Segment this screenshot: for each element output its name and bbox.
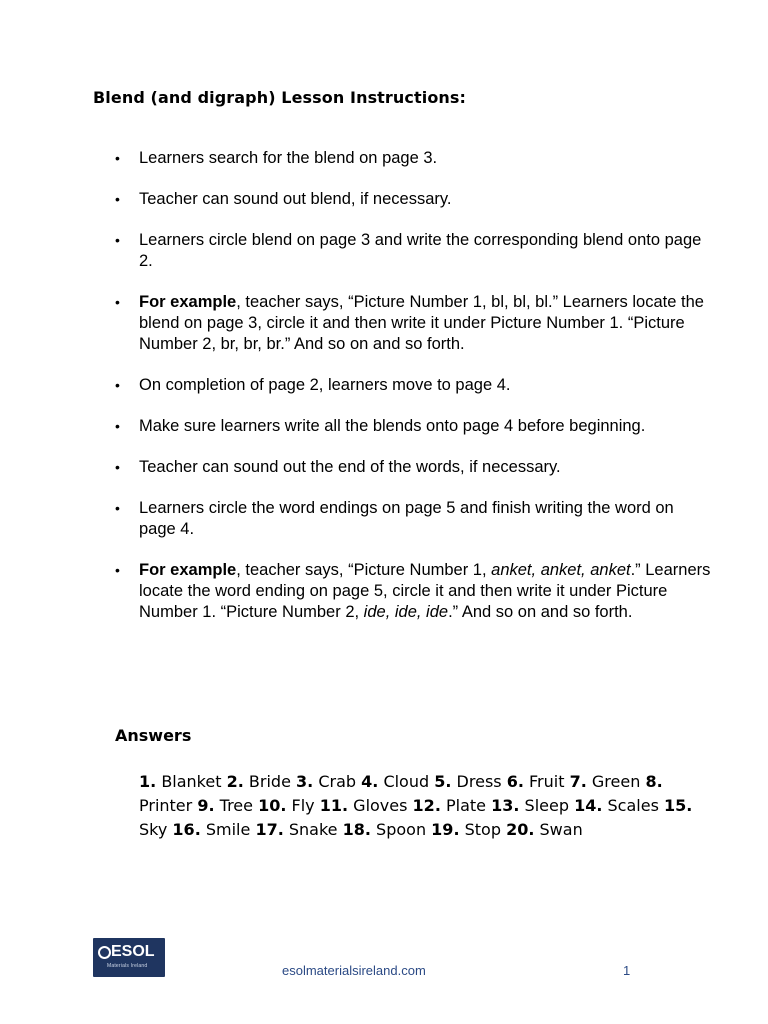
answer-item xyxy=(139,772,222,791)
instruction-item: • Teacher can sound out the end of the words, if necessary. xyxy=(115,458,561,476)
bullet-icon: • xyxy=(115,418,120,434)
answer-item xyxy=(343,820,426,839)
answer-word: Stop xyxy=(464,820,501,839)
answer-number: 4. xyxy=(361,772,379,791)
esol-logo xyxy=(93,938,165,977)
answer-word: Gloves xyxy=(353,796,408,815)
answer-word: Tree xyxy=(219,796,253,815)
answer-number: 11. xyxy=(319,796,349,815)
instruction-item: • Learners circle the word endings on page 5 and finish writing the word on page 4. xyxy=(115,499,674,538)
answer-number: 12. xyxy=(412,796,441,815)
answer-item xyxy=(434,772,501,791)
instruction-item: • Teacher can sound out blend, if necessary. xyxy=(115,190,452,208)
instruction-item: • On completion of page 2, learners move to page 4. xyxy=(115,376,511,394)
instruction-item: • Learners search for the blend on page 3. xyxy=(115,149,438,167)
answer-number: 20. xyxy=(506,820,535,839)
answers-heading: Answers xyxy=(115,726,192,745)
answer-word: Plate xyxy=(445,796,486,815)
answer-number: 15. xyxy=(664,796,693,815)
answer-item xyxy=(258,796,315,815)
bullet-icon: • xyxy=(115,191,120,207)
answer-number: 5. xyxy=(434,772,452,791)
instruction-item: • Make sure learners write all the blends onto page 4 before beginning. xyxy=(115,417,646,435)
answer-word: Fruit xyxy=(529,772,565,791)
answer-word: Blanket xyxy=(161,772,222,791)
instruction-item-example-2: • For example, teacher says, “Picture Number 1, anket, anket, anket.” Learners locate the word ending on page 5, circle it and then write it under Picture Number 1. “Picture Number 2, ide, ide, ide.” And so on and so forth. xyxy=(115,561,711,621)
logo-circle-icon xyxy=(98,946,111,959)
answer-number: 17. xyxy=(255,820,284,839)
answer-word: Smile xyxy=(205,820,251,839)
instruction-item-example-1: • For example, teacher says, “Picture Number 1, bl, bl, bl.” Learners locate the blend on page 3, circle it and then write it under Picture Number 1. “Picture Number 2, br, br, br.” And so on and so forth. xyxy=(115,293,704,353)
answer-item xyxy=(491,796,569,815)
answer-number: 10. xyxy=(258,796,287,815)
answer-word: Scales xyxy=(607,796,659,815)
bullet-icon: • xyxy=(115,500,120,516)
page-number: 1 xyxy=(623,963,631,978)
answer-item xyxy=(227,772,291,791)
answer-number: 1. xyxy=(139,772,157,791)
answer-word: Sleep xyxy=(524,796,569,815)
answer-item xyxy=(320,796,408,815)
answer-item xyxy=(255,820,337,839)
answer-item xyxy=(506,820,583,839)
answer-number: 8. xyxy=(645,772,663,791)
logo-subtitle: Materials Ireland xyxy=(107,963,148,969)
answer-number: 2. xyxy=(226,772,244,791)
answer-item xyxy=(361,772,429,791)
answer-word: Bride xyxy=(248,772,291,791)
answer-item xyxy=(413,796,486,815)
answer-number: 13. xyxy=(491,796,520,815)
answer-word: Swan xyxy=(539,820,583,839)
answer-item xyxy=(431,820,501,839)
bullet-icon: • xyxy=(115,459,120,475)
answer-item xyxy=(507,772,565,791)
answer-number: 9. xyxy=(197,796,215,815)
answer-word: Dress xyxy=(456,772,502,791)
answer-number: 14. xyxy=(574,796,603,815)
answer-number: 19. xyxy=(431,820,460,839)
bullet-icon: • xyxy=(115,150,120,166)
answers-list xyxy=(139,770,699,842)
answer-word: Green xyxy=(591,772,641,791)
answer-item xyxy=(570,772,641,791)
answer-item xyxy=(172,820,250,839)
page-title: Blend (and digraph) Lesson Instructions: xyxy=(93,88,467,107)
answer-number: 7. xyxy=(569,772,587,791)
answer-word: Fly xyxy=(291,796,315,815)
bullet-icon: • xyxy=(115,562,120,578)
answer-word: Snake xyxy=(288,820,338,839)
instruction-item: • Learners circle blend on page 3 and write the corresponding blend onto page 2. xyxy=(115,231,702,270)
logo-word: ESOL xyxy=(111,943,155,960)
answer-word: Sky xyxy=(139,820,168,839)
bullet-icon: • xyxy=(115,294,120,310)
answer-word: Printer xyxy=(139,796,193,815)
answer-item xyxy=(197,796,253,815)
bullet-icon: • xyxy=(115,232,120,248)
instruction-list xyxy=(112,148,712,643)
answer-number: 3. xyxy=(296,772,314,791)
answer-number: 16. xyxy=(172,820,201,839)
example-label: For example xyxy=(139,561,237,579)
answer-item xyxy=(296,772,356,791)
answer-word: Crab xyxy=(318,772,357,791)
bullet-icon: • xyxy=(115,377,120,393)
footer-url[interactable]: esolmaterialsireland.com xyxy=(282,963,426,978)
example-label: For example xyxy=(139,293,237,311)
answer-number: 18. xyxy=(342,820,371,839)
answer-item xyxy=(574,796,659,815)
answer-number: 6. xyxy=(506,772,524,791)
answer-word: Cloud xyxy=(383,772,430,791)
answer-word: Spoon xyxy=(376,820,427,839)
